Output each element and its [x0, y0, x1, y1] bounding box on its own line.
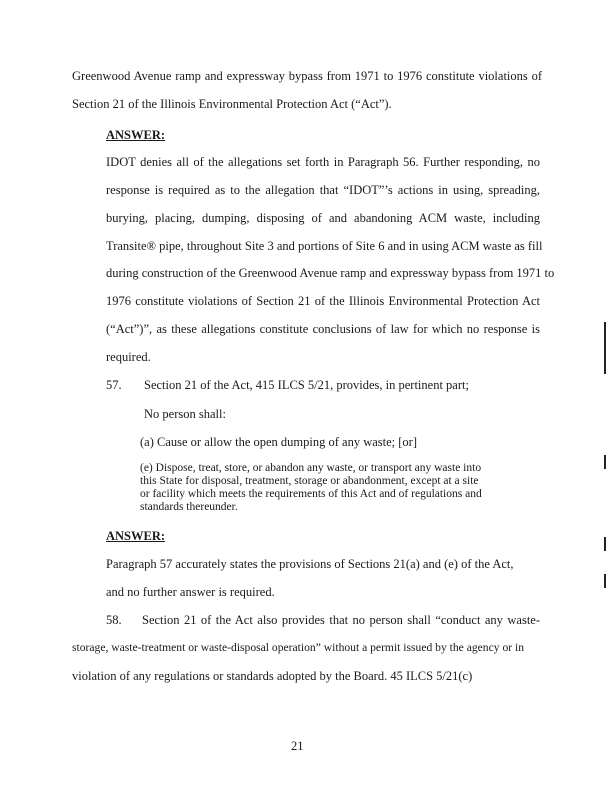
answer-line: (“Act”)”, as these allegations constitute conclusions of law for which no response is — [106, 322, 540, 336]
quote-line: standards thereunder. — [140, 501, 238, 513]
quote-intro: No person shall: — [144, 407, 226, 421]
paragraph-text: violation of any regulations or standards adopted by the Board. 45 ILCS 5/21(c) — [72, 669, 473, 683]
answer-line: Transite® pipe, throughout Site 3 and portions of Site 6 and in using ACM waste as fill — [106, 239, 543, 253]
answer-line: Paragraph 57 accurately states the provisions of Sections 21(a) and (e) of the Act, — [106, 557, 514, 571]
scan-mark — [604, 455, 606, 469]
paragraph-number: 58. — [106, 613, 122, 627]
page-number: 21 — [291, 739, 304, 753]
answer-line: 1976 constitute violations of Section 21 of the Illinois Environmental Protection Act — [106, 294, 540, 308]
answer-line: burying, placing, dumping, disposing of and abandoning ACM waste, including — [106, 211, 540, 225]
quote-line: this State for disposal, treatment, storage or abandonment, except at a site — [140, 475, 479, 487]
answer-line: during construction of the Greenwood Avenue ramp and expressway bypass from 1971 to — [106, 266, 555, 280]
paragraph-text: Section 21 of the Act, 415 ILCS 5/21, provides, in pertinent part; — [144, 378, 469, 392]
scan-mark — [604, 322, 606, 374]
answer-line: IDOT denies all of the allegations set forth in Paragraph 56. Further responding, no — [106, 155, 540, 169]
answer-line: required. — [106, 350, 151, 364]
paragraph-text: Section 21 of the Act also provides that no person shall “conduct any waste- — [142, 613, 540, 627]
answer-heading: ANSWER: — [106, 529, 166, 543]
scan-mark — [604, 574, 606, 588]
quote-line: or facility which meets the requirements of this Act and of regulations and — [140, 488, 482, 500]
quote-line: (e) Dispose, treat, store, or abandon any waste, or transport any waste into — [140, 462, 482, 474]
answer-line: response is required as to the allegation that “IDOT”’s actions in using, spreading, — [106, 183, 540, 197]
answer-line: and no further answer is required. — [106, 585, 275, 599]
paragraph-number: 57. — [106, 378, 122, 392]
scan-mark — [604, 537, 606, 551]
body-line: Section 21 of the Illinois Environmental Protection Act (“Act”). — [72, 97, 392, 111]
body-line: Greenwood Avenue ramp and expressway bypass from 1971 to 1976 constitute violations of — [72, 69, 542, 83]
paragraph-text: storage, waste-treatment or waste-disposal operation” without a permit issued by the agency or in — [72, 641, 525, 654]
answer-heading: ANSWER: — [106, 128, 166, 142]
quote-clause-a: (a) Cause or allow the open dumping of any waste; [or] — [140, 435, 418, 449]
